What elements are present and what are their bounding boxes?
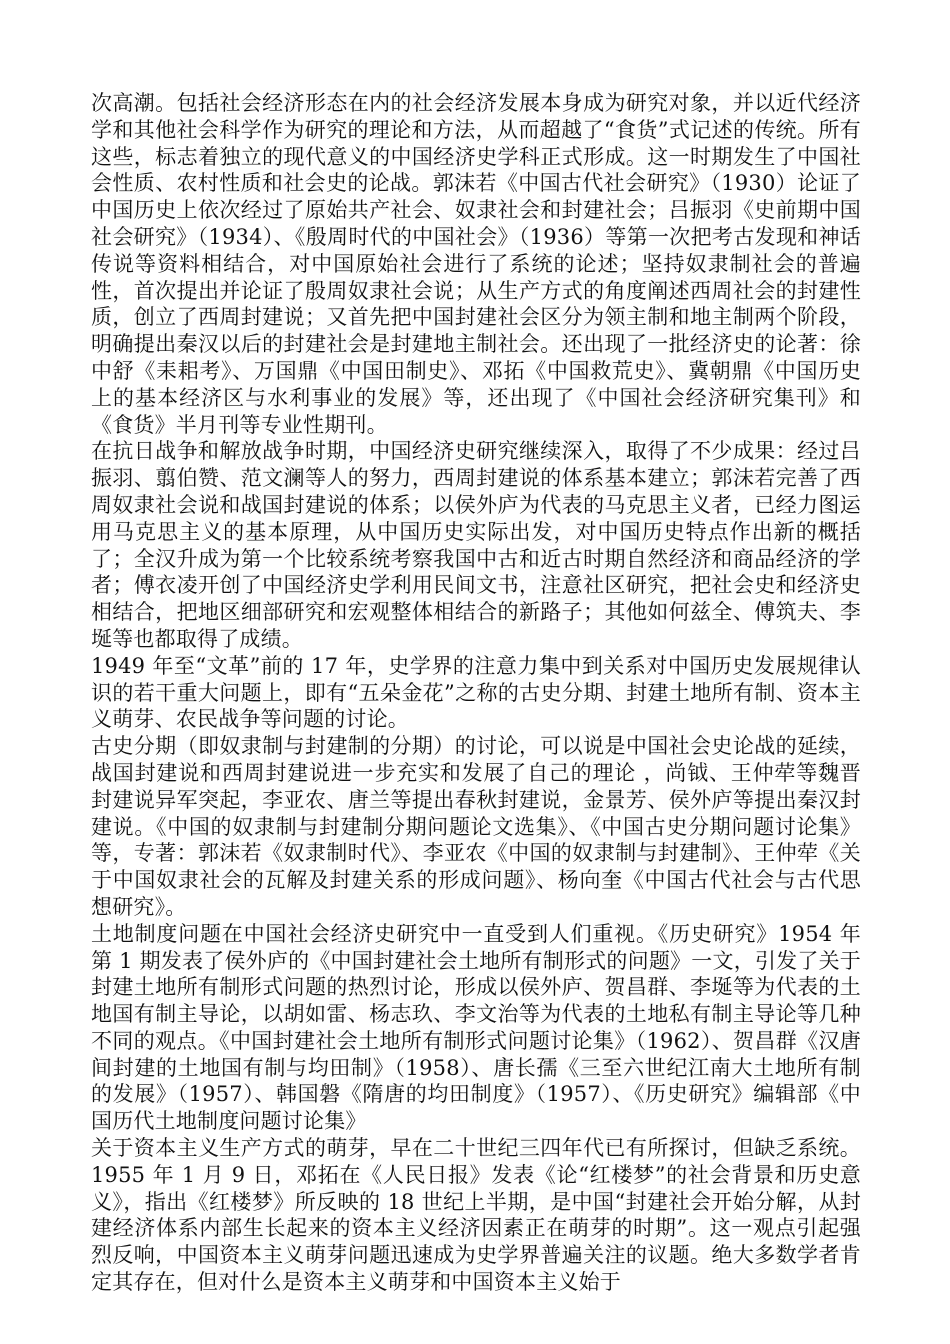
document-page <box>91 90 861 1296</box>
paragraph-five-golden-flowers: 1949 年至“文革”前的 17 年，史学界的注意力集中到关系对中国历史发展规律认识的若干重大问题上，即有“五朵金花”之称的古史分期、封建土地所有制、资本主义萌芽、农民战争等问题的讨论。 <box>91 653 861 732</box>
paragraph-economic-history-origins: 次高潮。包括社会经济形态在内的社会经济发展本身成为研究对象，并以近代经济学和其他社会科学作为研究的理论和方法，从而超越了“食货”式记述的传统。所有这些，标志着独立的现代意义的中国经济史学科正式形成。这一时期发生了中国社会性质、农村性质和社会史的论战。郭沫若《中国古代社会研究》（1930）论证了中国历史上依次经过了原始共产社会、奴隶社会和封建社会；吕振羽《史前期中国社会研究》（1934）、《殷周时代的中国社会》（1936）等第一次把考古发现和神话传说等资料相结合，对中国原始社会进行了系统的论述；坚持奴隶制社会的普遍性，首次提出并论证了殷周奴隶社会说；从生产方式的角度阐述西周社会的封建性质，创立了西周封建说；又首先把中国封建社会区分为领主制和地主制两个阶段，明确提出秦汉以后的封建社会是封建地主制社会。还出现了一批经济史的论著：徐中舒《耒耜考》、万国鼎《中国田制史》、邓拓《中国救荒史》、冀朝鼎《中国历史上的基本经济区与水利事业的发展》等，还出现了《中国社会经济研究集刊》和《食货》半月刊等专业性期刊。 <box>91 91 861 437</box>
paragraph-wartime-research: 在抗日战争和解放战争时期，中国经济史研究继续深入，取得了不少成果：经过吕振羽、翦伯赞、范文澜等人的努力，西周封建说的体系基本建立；郭沫若完善了西周奴隶社会说和战国封建说的体系；以侯外庐为代表的马克思主义者，已经力图运用马克思主义的基本原理，从中国历史实际出发，对中国历史特点作出新的概括了；全汉升成为第一个比较系统考察我国中古和近古时期自然经济和商品经济的学者；傅衣凌开创了中国经济史学利用民间文书，注意社区研究，把社会史和经济史相结合，把地区细部研究和宏观整体相结合的新路子；其他如何兹全、傅筑夫、李埏等也都取得了成绩。 <box>91 439 861 651</box>
paragraph-periodization-debate: 古史分期（即奴隶制与封建制的分期）的讨论，可以说是中国社会史论战的延续，战国封建说和西周封建说进一步充实和发展了自己的理论 ，尚钺、王仲荦等魏晋封建说异军突起，李亚农、唐兰等提出春秋封建说，金景芳、侯外庐等提出秦汉封建说。《中国的奴隶制与封建制分期问题论文选集》、《中国古史分期问题讨论集》等，专著：郭沫若《奴隶制时代》、李亚农《中国的奴隶制与封建制》、王仲荦《关于中国奴隶社会的瓦解及封建关系的形成问题》、杨向奎《中国古代社会与古代思想研究》。 <box>91 734 861 919</box>
paragraph-capitalism-sprouts: 关于资本主义生产方式的萌芽，早在二十世纪三四年代已有所探讨，但缺乏系统。1955 年 1 月 9 日，邓拓在《人民日报》发表《论“红楼梦”的社会背景和历史意义》，指出《红楼梦》所反映的 18 世纪上半期，是中国“封建社会开始分解，从封建经济体系内部生长起来的资本主义经济因素正在萌芽的时期”。这一观点引起强烈反响，中国资本主义萌芽问题迅速成为史学界普遍关注的议题。绝大多数学者肯定其存在，但对什么是资本主义萌芽和中国资本主义始于 <box>91 1136 861 1295</box>
paragraph-land-system: 土地制度问题在中国社会经济史研究中一直受到人们重视。《历史研究》1954 年第 1 期发表了侯外庐的《中国封建社会土地所有制形式的问题》一文，引发了关于封建土地所有制形式问题的热烈讨论，形成以侯外庐、贺昌群、李埏等为代表的土地国有制主导论，以胡如雷、杨志玖、李文治等为代表的土地私有制主导论等几种不同的观点。《中国封建社会土地所有制形式问题讨论集》（1962）、贺昌群《汉唐间封建的土地国有制与均田制》（1958）、唐长孺《三至六世纪江南大土地所有制的发展》（1957）、韩国磐《隋唐的均田制度》（1957）、《历史研究》编辑部《中国历代土地制度问题讨论集》 <box>91 921 861 1134</box>
